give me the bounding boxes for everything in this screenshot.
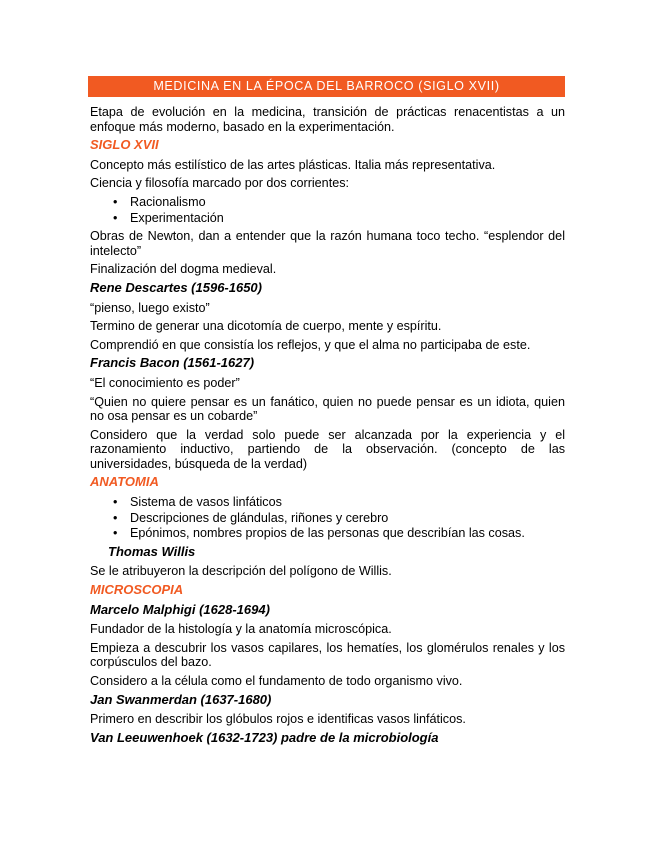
section-heading-microscopia: MICROSCOPIA (90, 582, 184, 598)
siglo-paragraph-3: Obras de Newton, dan a entender que la razón humana toco techo. “esplendor del intelecto” (90, 229, 565, 258)
person-heading-leeuwenhoek: Van Leeuwenhoek (1632-1723) padre de la microbiología (90, 729, 439, 745)
bacon-quote-1: “El conocimiento es poder” (90, 375, 240, 390)
siglo-paragraph-1: Concepto más estilístico de las artes plásticas. Italia más representativa. (90, 157, 496, 172)
list-item-text: Sistema de vasos linfáticos (130, 495, 282, 510)
title-banner: MEDICINA EN LA ÉPOCA DEL BARROCO (SIGLO XVII) (88, 76, 565, 97)
list-item (90, 195, 565, 210)
bullet-icon: • (113, 510, 118, 525)
descartes-quote: “pienso, luego existo” (90, 300, 210, 315)
descartes-paragraph-2: Comprendió en que consistía los reflejos, y que el alma no participaba de este. (90, 337, 531, 352)
bullet-icon: • (113, 210, 118, 225)
bacon-quote-2: “Quien no quiere pensar es un fanático, quien no puede pensar es un idiota, quien no osa pensar es un cobarde” (90, 394, 565, 424)
bullet-icon: • (113, 526, 118, 541)
list-item-text: Experimentación (130, 210, 224, 225)
list-item (90, 495, 565, 510)
willis-paragraph-1: Se le atribuyeron la descripción del polígono de Willis. (90, 564, 392, 579)
siglo-paragraph-2: Ciencia y filosofía marcado por dos corrientes: (90, 176, 349, 191)
person-heading-bacon: Francis Bacon (1561-1627) (90, 355, 255, 371)
list-item-text: Descripciones de glándulas, riñones y cerebro (130, 510, 389, 525)
siglo-paragraph-4: Finalización del dogma medieval. (90, 262, 277, 277)
bullet-icon: • (113, 495, 118, 510)
descartes-paragraph-1: Termino de generar una dicotomía de cuerpo, mente y espíritu. (90, 319, 442, 334)
bacon-paragraph-1: Considero que la verdad solo puede ser alcanzada por la experiencia y el razonamiento inductivo, partiendo de la observación. (concepto de las universidades, búsqueda de la verdad) (90, 427, 565, 471)
intro-paragraph: Etapa de evolución en la medicina, transición de prácticas renacentistas a un enfoque más moderno, basado en la experimentación. (90, 105, 565, 134)
section-heading-siglo: SIGLO XVII (90, 137, 159, 153)
list-item (90, 211, 565, 226)
malpighi-paragraph-2: Empieza a descubrir los vasos capilares, los hematíes, los glomérulos renales y los corpúsculos del bazo. (90, 640, 565, 670)
person-heading-malpighi: Marcelo Malphigi (1628-1694) (90, 601, 270, 617)
anatomia-list (90, 495, 565, 541)
swammerdam-paragraph-1: Primero en describir los glóbulos rojos e identificas vasos linfáticos. (90, 712, 466, 727)
malpighi-paragraph-3: Considero a la célula como el fundamento de todo organismo vivo. (90, 674, 463, 688)
list-item (90, 511, 565, 526)
document-content (90, 76, 565, 750)
section-heading-anatomia: ANATOMIA (90, 474, 159, 490)
currents-list (90, 195, 565, 225)
list-item-text: Racionalismo (130, 194, 206, 209)
person-heading-swammerdam: Jan Swanmerdan (1637-1680) (90, 691, 272, 707)
list-item-text: Epónimos, nombres propios de las personas que describían las cosas. (130, 526, 525, 541)
list-item (90, 526, 565, 541)
person-heading-willis: Thomas Willis (108, 543, 196, 559)
bullet-icon: • (113, 194, 118, 209)
malpighi-paragraph-1: Fundador de la histología y la anatomía microscópica. (90, 622, 392, 637)
person-heading-descartes: Rene Descartes (1596-1650) (90, 279, 262, 295)
